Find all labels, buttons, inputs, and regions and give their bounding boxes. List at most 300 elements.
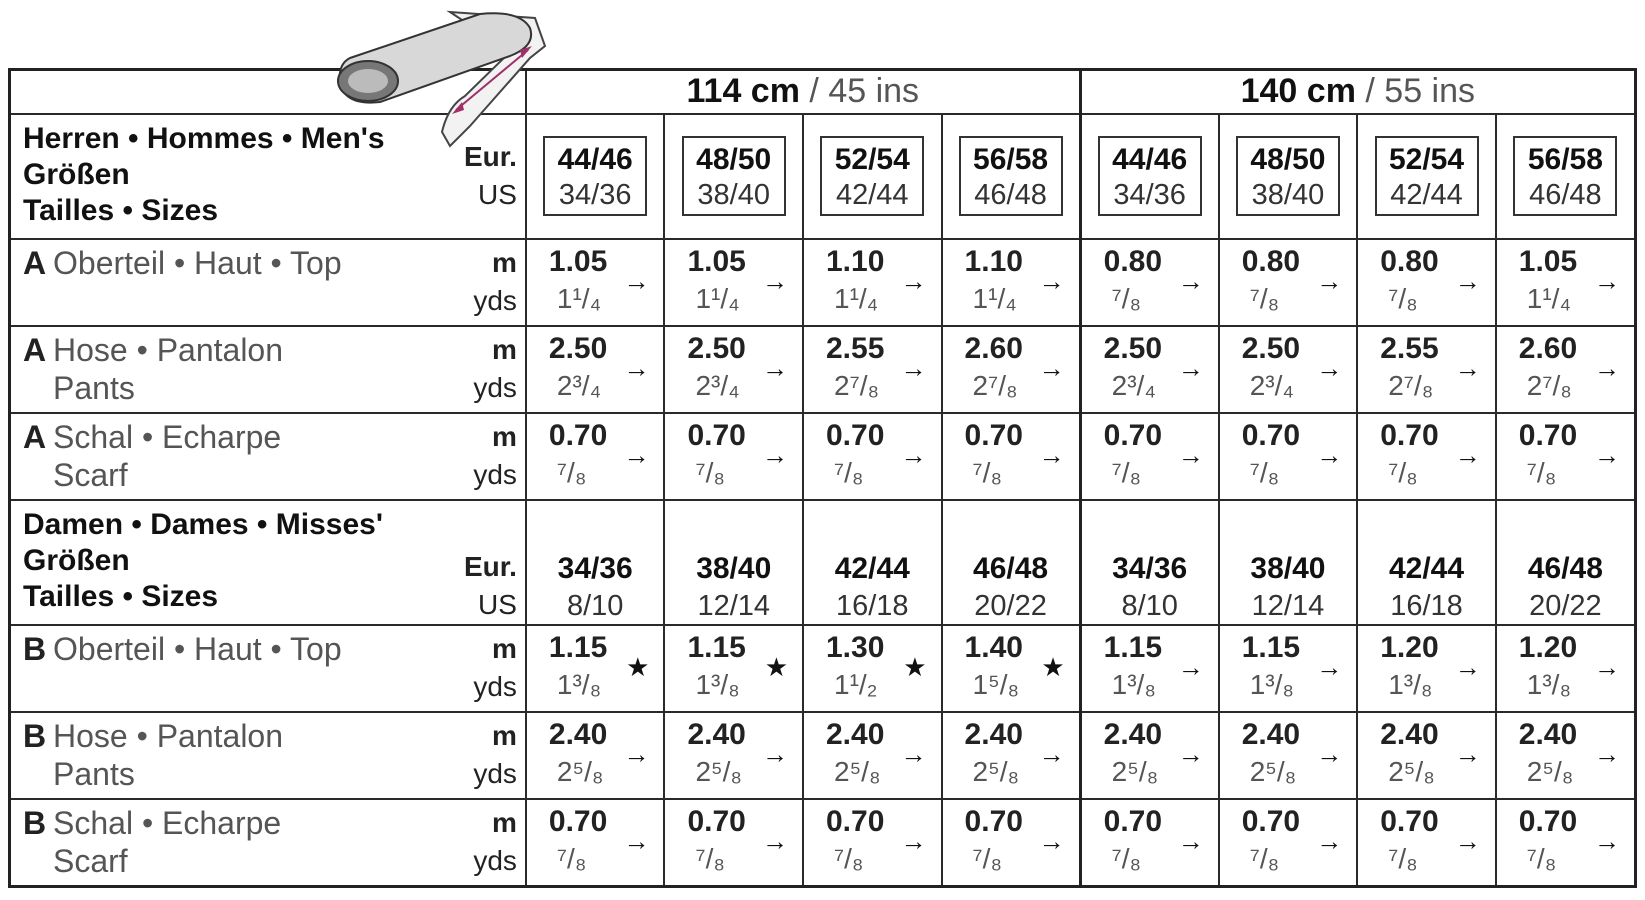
- arrow-right-icon: →: [1454, 738, 1481, 769]
- size-cell: [526, 500, 665, 625]
- yards-value: 1¹/₄: [1526, 282, 1571, 314]
- size-box: [1220, 550, 1357, 624]
- size-box: [1513, 136, 1617, 216]
- yardage-cell: [1357, 625, 1496, 712]
- size-eur: 56/58: [973, 143, 1049, 177]
- size-label-line: Tailles • Sizes: [23, 579, 219, 613]
- size-eur: 48/50: [696, 143, 772, 177]
- garment-label: [10, 326, 451, 413]
- meters-unit: m: [492, 807, 517, 839]
- size-cell: [1080, 114, 1219, 239]
- yardage-table: [8, 68, 1637, 888]
- mens-garment-row: [10, 239, 1636, 326]
- meters-value: 1.10: [826, 244, 885, 278]
- meters-value: 0.80: [1380, 244, 1439, 278]
- arrow-right-icon: →: [1038, 352, 1065, 383]
- yardage-cell: [1496, 413, 1636, 500]
- size-box: [665, 550, 802, 624]
- yards-value: 1¹/₂: [834, 668, 878, 700]
- meters-unit: m: [492, 334, 517, 366]
- size-us: 38/40: [697, 179, 770, 212]
- yards-value: 2⁷/₈: [972, 369, 1018, 401]
- yards-value: ⁷/₈: [695, 842, 725, 874]
- yards-value: 2⁷/₈: [1526, 369, 1572, 401]
- size-cell: [1219, 500, 1358, 625]
- yards-value: ⁷/₈: [972, 456, 1003, 488]
- meters-value: 1.05: [687, 244, 746, 278]
- fabric-width-header: [1080, 70, 1635, 114]
- yardage-cell: [664, 625, 803, 712]
- measure-unit-labels: [450, 239, 526, 326]
- yardage-cell: [1357, 326, 1496, 413]
- meters-value: 1.15: [1103, 630, 1163, 664]
- size-eur: 44/46: [1112, 143, 1188, 177]
- misses-garment-row: [10, 799, 1636, 887]
- misses-size-label: [10, 500, 451, 625]
- arrow-right-icon: →: [1594, 439, 1620, 470]
- arrow-right-icon: →: [1594, 825, 1620, 856]
- size-eur: 34/36: [1112, 551, 1188, 585]
- arrow-right-icon: →: [1316, 352, 1343, 383]
- size-box: [1098, 136, 1202, 216]
- yards-value: 2³/₄: [1249, 369, 1294, 401]
- meters-value: 0.70: [687, 418, 746, 452]
- garment-name-line2: Pants: [53, 369, 135, 406]
- meters-value: 0.70: [1241, 804, 1301, 838]
- yards-unit: yds: [473, 758, 517, 790]
- yardage-cell: [942, 326, 1081, 413]
- garment-label: [10, 799, 451, 887]
- yardage-cell: [1080, 712, 1219, 799]
- meters-value: 2.40: [1518, 717, 1578, 751]
- size-box: [820, 136, 924, 216]
- yardage-cell: [1219, 326, 1358, 413]
- yards-unit: yds: [473, 845, 517, 877]
- mens-garment-row: [10, 326, 1636, 413]
- misses-size-row: [10, 500, 1636, 625]
- meters-value: 2.40: [964, 717, 1023, 751]
- size-us: 34/36: [558, 179, 632, 212]
- arrow-right-icon: →: [1038, 825, 1065, 856]
- misses-garment-row: [10, 712, 1636, 799]
- meters-value: 1.10: [964, 244, 1023, 278]
- size-cell: [1357, 500, 1496, 625]
- yards-value: ⁷/₈: [972, 842, 1003, 874]
- meters-value: 0.70: [1518, 418, 1578, 452]
- yards-value: 2⁵/₈: [834, 755, 881, 787]
- yardage-cell: [526, 625, 665, 712]
- yardage-cell: [1496, 625, 1636, 712]
- width-cm: 140 cm: [1240, 72, 1356, 111]
- arrow-right-icon: →: [762, 265, 788, 296]
- yards-value: 2⁵/₈: [695, 755, 743, 787]
- arrow-right-icon: →: [762, 439, 788, 470]
- pattern-letter: A: [23, 331, 47, 368]
- yardage-cell: [942, 239, 1081, 326]
- meters-value: 2.40: [1241, 717, 1301, 751]
- yardage-cell: [1080, 326, 1219, 413]
- meters-value: 2.50: [1103, 331, 1163, 365]
- arrow-right-icon: →: [1594, 738, 1620, 769]
- yards-value: 2³/₄: [695, 369, 740, 401]
- garment-name: Schal • Echarpe: [53, 418, 282, 455]
- arrow-right-icon: →: [1316, 825, 1343, 856]
- meters-value: 2.40: [687, 717, 746, 751]
- size-cell: [664, 114, 803, 239]
- meters-value: 0.80: [1103, 244, 1163, 278]
- size-us: 42/44: [835, 179, 909, 212]
- arrow-right-icon: →: [1177, 439, 1204, 470]
- yards-value: ⁷/₈: [1111, 842, 1142, 874]
- mens-size-row: [10, 114, 1636, 239]
- measure-unit-labels: [450, 413, 526, 500]
- width-inches: 45 ins: [828, 72, 920, 111]
- yards-value: 1¹/₄: [972, 282, 1017, 314]
- size-eur: 52/54: [834, 143, 910, 177]
- yardage-cell: [1219, 625, 1358, 712]
- yards-value: 1¹/₄: [695, 282, 740, 314]
- misses-garment-row: [10, 625, 1636, 712]
- size-unit-labels: [450, 500, 526, 625]
- size-us: 38/40: [1251, 179, 1325, 212]
- yardage-cell: [942, 712, 1081, 799]
- eur-label: Eur.: [463, 141, 517, 173]
- meters-value: 2.40: [826, 717, 885, 751]
- yardage-cell: [803, 326, 942, 413]
- yardage-cell: [526, 413, 665, 500]
- yards-value: 2⁵/₈: [556, 755, 604, 787]
- yardage-cell: [803, 712, 942, 799]
- arrow-right-icon: →: [1454, 651, 1481, 682]
- size-label-line: Tailles • Sizes: [23, 193, 219, 227]
- yardage-cell: [1357, 413, 1496, 500]
- arrow-right-icon: →: [1454, 352, 1481, 383]
- yardage-cell: [1357, 712, 1496, 799]
- yardage-cell: [526, 326, 665, 413]
- yardage-cell: [526, 239, 665, 326]
- size-cell: [1219, 114, 1358, 239]
- yards-value: 1¹/₄: [834, 282, 879, 314]
- meters-value: 2.55: [1380, 331, 1439, 365]
- yards-value: ⁷/₈: [1526, 456, 1557, 488]
- arrow-right-icon: →: [1316, 265, 1343, 296]
- yards-value: 2⁷/₈: [834, 369, 880, 401]
- yardage-cell: [803, 625, 942, 712]
- size-eur: 34/36: [557, 551, 633, 585]
- meters-value: 2.50: [1241, 331, 1301, 365]
- meters-value: 0.70: [826, 418, 885, 452]
- yards-value: 2⁷/₈: [1388, 369, 1434, 401]
- size-cell: [1496, 114, 1636, 239]
- yardage-cell: [1080, 799, 1219, 887]
- yards-unit: yds: [473, 459, 517, 491]
- meters-value: 1.15: [548, 630, 608, 664]
- size-box: [1358, 550, 1495, 624]
- yards-value: ⁷/₈: [1111, 282, 1142, 314]
- size-eur: 42/44: [834, 551, 910, 585]
- garment-label: [10, 625, 451, 712]
- yardage-cell: [664, 239, 803, 326]
- arrow-right-icon: →: [900, 352, 927, 383]
- garment-name: Oberteil • Haut • Top: [53, 244, 342, 281]
- size-box: [1497, 550, 1634, 624]
- garment-label-line1: [23, 331, 450, 369]
- yards-value: ⁷/₈: [1249, 282, 1280, 314]
- meters-value: 1.05: [548, 244, 608, 278]
- yardage-cell: [803, 799, 942, 887]
- yardage-cell: [1080, 413, 1219, 500]
- meters-value: 1.40: [964, 630, 1023, 664]
- us-label: US: [478, 179, 517, 211]
- arrow-right-icon: →: [1177, 738, 1204, 769]
- size-cell: [1080, 500, 1219, 625]
- yardage-cell: [1496, 239, 1636, 326]
- yardage-cell: [942, 799, 1081, 887]
- size-cell: [942, 114, 1081, 239]
- garment-label-line1: [23, 418, 450, 456]
- meters-value: 0.70: [687, 804, 746, 838]
- yardage-cell: [664, 326, 803, 413]
- garment-name-line2: Scarf: [53, 842, 128, 879]
- yardage-cell: [526, 799, 665, 887]
- yardage-cell: [664, 799, 803, 887]
- meters-value: 1.05: [1518, 244, 1578, 278]
- yards-value: 2³/₄: [1111, 369, 1156, 401]
- yards-value: ⁷/₈: [834, 842, 864, 874]
- yards-unit: yds: [473, 372, 517, 404]
- yardage-cell: [1357, 239, 1496, 326]
- yardage-cell: [1219, 712, 1358, 799]
- size-cell: [803, 114, 942, 239]
- pattern-letter: B: [23, 717, 47, 754]
- pattern-letter: B: [23, 630, 47, 667]
- garment-label-line1: [23, 630, 450, 668]
- size-us: 20/22: [1529, 589, 1602, 622]
- garment-name: Schal • Echarpe: [53, 804, 282, 841]
- yards-value: ⁷/₈: [1388, 842, 1418, 874]
- yards-value: ⁷/₈: [1526, 842, 1557, 874]
- size-box: [1375, 136, 1479, 216]
- size-us: 16/18: [1390, 589, 1463, 622]
- garment-name: Oberteil • Haut • Top: [53, 630, 342, 667]
- arrow-right-icon: →: [1454, 825, 1481, 856]
- garment-label-line1: [23, 244, 450, 282]
- yardage-cell: [526, 712, 665, 799]
- arrow-right-icon: →: [1177, 352, 1204, 383]
- meters-value: 0.70: [1103, 418, 1163, 452]
- yardage-cell: [1496, 326, 1636, 413]
- meters-value: 0.70: [548, 804, 608, 838]
- yards-value: 1³/₈: [1111, 668, 1156, 700]
- yards-value: 1³/₈: [1388, 668, 1433, 700]
- garment-label: [10, 712, 451, 799]
- size-us: 20/22: [974, 589, 1047, 622]
- arrow-right-icon: →: [1454, 265, 1481, 296]
- yards-value: ⁷/₈: [556, 456, 587, 488]
- width-separator: /: [1365, 72, 1375, 111]
- yardage-cell: [1219, 413, 1358, 500]
- yards-value: 2⁵/₈: [1526, 755, 1574, 787]
- size-cell: [1357, 114, 1496, 239]
- arrow-right-icon: →: [623, 825, 650, 856]
- size-box: [682, 136, 786, 216]
- size-eur: 42/44: [1388, 551, 1465, 585]
- star-icon: ★: [903, 651, 927, 682]
- meters-value: 0.80: [1241, 244, 1301, 278]
- arrow-right-icon: →: [1038, 439, 1065, 470]
- yards-value: 1³/₈: [695, 668, 740, 700]
- arrow-right-icon: →: [1316, 651, 1343, 682]
- yardage-cell: [664, 712, 803, 799]
- meters-value: 1.20: [1380, 630, 1439, 664]
- yardage-cell: [1080, 239, 1219, 326]
- meters-value: 0.70: [548, 418, 608, 452]
- meters-value: 1.15: [687, 630, 746, 664]
- size-box: [959, 136, 1063, 216]
- arrow-right-icon: →: [1316, 738, 1343, 769]
- size-eur: 52/54: [1388, 143, 1465, 177]
- size-eur: 44/46: [557, 143, 633, 177]
- yards-value: ⁷/₈: [1111, 456, 1142, 488]
- arrow-right-icon: →: [1177, 265, 1204, 296]
- arrow-right-icon: →: [1177, 651, 1204, 682]
- yardage-cell: [1357, 799, 1496, 887]
- width-inches: 55 ins: [1384, 72, 1476, 111]
- garment-label: [10, 239, 451, 326]
- yards-value: 1¹/₄: [556, 282, 602, 314]
- width-separator: /: [809, 72, 819, 111]
- size-box: [804, 550, 941, 624]
- meters-unit: m: [492, 247, 517, 279]
- yards-value: 1³/₈: [1249, 668, 1294, 700]
- yardage-cell: [803, 413, 942, 500]
- measure-unit-labels: [450, 799, 526, 887]
- yards-value: ⁷/₈: [1388, 282, 1418, 314]
- size-us: 12/14: [1251, 589, 1325, 622]
- yards-value: 2⁵/₈: [1249, 755, 1297, 787]
- size-us: 8/10: [566, 589, 624, 622]
- yards-value: ⁷/₈: [1249, 842, 1280, 874]
- yardage-cell: [1496, 712, 1636, 799]
- meters-value: 0.70: [1103, 804, 1163, 838]
- size-eur: 38/40: [696, 551, 772, 585]
- yards-value: 2³/₄: [556, 369, 602, 401]
- mens-garment-row: [10, 413, 1636, 500]
- yardage-cell: [1080, 625, 1219, 712]
- yardage-cell: [664, 413, 803, 500]
- arrow-right-icon: →: [623, 352, 650, 383]
- yardage-cell: [803, 239, 942, 326]
- arrow-right-icon: →: [1594, 352, 1620, 383]
- arrow-right-icon: →: [900, 825, 927, 856]
- pattern-letter: A: [23, 418, 47, 455]
- size-eur: 46/48: [973, 551, 1049, 585]
- size-us: 16/18: [835, 589, 909, 622]
- size-eur: 56/58: [1527, 143, 1603, 177]
- eur-label: Eur.: [463, 550, 517, 582]
- yardage-cell: [1219, 799, 1358, 887]
- measure-unit-labels: [450, 326, 526, 413]
- arrow-right-icon: →: [1038, 265, 1065, 296]
- meters-value: 1.30: [826, 630, 885, 664]
- yardage-cell: [942, 625, 1081, 712]
- arrow-right-icon: →: [900, 265, 927, 296]
- garment-label: [10, 413, 451, 500]
- size-label-line: Herren • Hommes • Men's: [23, 121, 385, 155]
- meters-value: 2.40: [548, 717, 608, 751]
- meters-value: 2.50: [548, 331, 608, 365]
- meters-value: 0.70: [964, 418, 1023, 452]
- garment-name-line2: Scarf: [53, 456, 128, 493]
- arrow-right-icon: →: [762, 352, 788, 383]
- fabric-width-header: [526, 70, 1080, 114]
- yards-value: ⁷/₈: [1249, 456, 1280, 488]
- star-icon: ★: [764, 651, 788, 682]
- yards-unit: yds: [473, 285, 517, 317]
- arrow-right-icon: →: [1594, 265, 1620, 296]
- arrow-right-icon: →: [1454, 439, 1481, 470]
- meters-value: 0.70: [1380, 804, 1439, 838]
- meters-value: 2.50: [687, 331, 746, 365]
- arrow-right-icon: →: [623, 265, 650, 296]
- arrow-right-icon: →: [623, 439, 650, 470]
- pattern-letter: A: [23, 244, 47, 281]
- yards-value: ⁷/₈: [695, 456, 725, 488]
- garment-name-line2: Pants: [53, 755, 135, 792]
- meters-value: 1.20: [1518, 630, 1578, 664]
- size-label-line: Größen: [23, 543, 130, 577]
- fabric-roll-icon: [330, 6, 570, 156]
- meters-value: 2.60: [1518, 331, 1578, 365]
- size-box: [1236, 136, 1340, 216]
- size-us: 8/10: [1121, 589, 1178, 622]
- yards-value: 1⁵/₈: [972, 668, 1020, 700]
- size-box: [527, 550, 664, 624]
- yards-value: 1³/₈: [1526, 668, 1572, 700]
- yards-value: 2⁵/₈: [972, 755, 1020, 787]
- measure-unit-labels: [450, 712, 526, 799]
- star-icon: ★: [1041, 651, 1065, 682]
- meters-value: 2.40: [1103, 717, 1163, 751]
- width-cm: 114 cm: [686, 72, 800, 111]
- size-eur: 38/40: [1250, 551, 1326, 585]
- arrow-right-icon: →: [1316, 439, 1343, 470]
- garment-label-line1: [23, 717, 450, 755]
- size-box: [943, 550, 1079, 624]
- meters-unit: m: [492, 633, 517, 665]
- arrow-right-icon: →: [1177, 825, 1204, 856]
- size-cell: [942, 500, 1081, 625]
- width-header-row: [10, 70, 1636, 114]
- meters-value: 0.70: [826, 804, 885, 838]
- arrow-right-icon: →: [623, 738, 650, 769]
- meters-unit: m: [492, 720, 517, 752]
- measure-unit-labels: [450, 625, 526, 712]
- meters-value: 2.40: [1380, 717, 1439, 751]
- arrow-right-icon: →: [762, 738, 788, 769]
- yards-value: 2⁵/₈: [1388, 755, 1435, 787]
- size-label-line: Größen: [23, 157, 130, 191]
- yards-unit: yds: [473, 671, 517, 703]
- arrow-right-icon: →: [900, 738, 927, 769]
- size-us: 34/36: [1113, 179, 1186, 212]
- arrow-right-icon: →: [1594, 651, 1620, 682]
- yards-value: ⁷/₈: [556, 842, 587, 874]
- yardage-cell: [1219, 239, 1358, 326]
- size-box: [1082, 550, 1218, 624]
- meters-value: 0.70: [964, 804, 1023, 838]
- yardage-cell: [942, 413, 1081, 500]
